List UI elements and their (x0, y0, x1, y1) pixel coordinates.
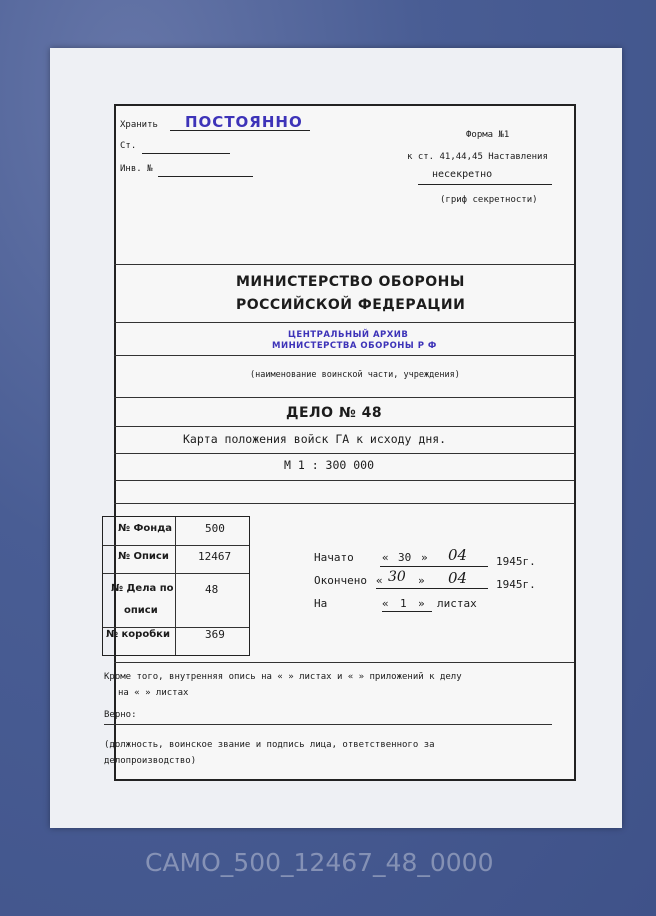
started-year: 1945г. (496, 555, 536, 568)
started-day: 30 (398, 551, 412, 564)
opis-value: 12467 (198, 550, 232, 563)
opis-label: № Описи (118, 551, 169, 562)
ended-open-quote: « (376, 574, 383, 587)
ended-label: Окончено (314, 574, 367, 587)
delo-label-line-1: № Дела по (111, 583, 174, 594)
box-label: № коробки (106, 629, 170, 640)
ended-close-quote: » (418, 574, 425, 587)
started-label: Начато (314, 551, 354, 564)
delo-label-line-2: описи (124, 605, 158, 616)
form-reference: к ст. 41,44,45 Наставления (407, 152, 548, 162)
signature-caption-line-1: (должность, воинское звание и подпись лица, ответственного за (104, 740, 435, 750)
archive-watermark: CAMO_500_12467_48_0000 (145, 848, 494, 877)
verified-label: Верно: (104, 710, 137, 720)
sheets-close-quote: » (418, 597, 425, 610)
ended-day: 30 (388, 569, 406, 585)
sheets-open-quote: « (382, 597, 389, 610)
inv-label: Инв. № (120, 164, 153, 174)
case-title: ДЕЛО № 48 (286, 405, 383, 421)
signature-caption-line-2: делопроизводство) (104, 756, 197, 766)
map-scale: М 1 : 300 000 (284, 458, 375, 472)
keep-label: Хранить (120, 120, 158, 130)
permanent-stamp: ПОСТОЯННО (185, 113, 303, 131)
archive-stamp-line-1: ЦЕНТРАЛЬНЫЙ АРХИВ (288, 330, 409, 340)
archive-stamp-line-2: МИНИСТЕРСТВА ОБОРОНЫ Р Ф (272, 341, 437, 351)
on-label: На (314, 597, 328, 610)
inventory-line-1: Кроме того, внутренняя опись на « » листах и « » приложений к делу (104, 672, 462, 682)
started-close-quote: » (421, 551, 428, 564)
sheets-count: 1 (400, 597, 407, 610)
case-description: Карта положения войск ГА к исходу дня. (183, 432, 447, 446)
ministry-line-1: МИНИСТЕРСТВО ОБОРОНЫ (236, 274, 465, 290)
unit-caption: (наименование воинской части, учреждения) (250, 370, 460, 380)
ended-year: 1945г. (496, 578, 536, 591)
delo-value: 48 (205, 583, 219, 596)
ended-month: 04 (448, 569, 468, 587)
form-label: Форма №1 (466, 130, 510, 140)
secrecy-value: несекретно (432, 169, 493, 180)
started-month: 04 (448, 546, 468, 564)
started-open-quote: « (382, 551, 389, 564)
inventory-line-2: на « » листах (118, 688, 189, 698)
fond-value: 500 (205, 522, 225, 535)
st-label: Ст. (120, 141, 137, 151)
fond-label: № Фонда (118, 523, 173, 534)
box-value: 369 (205, 628, 225, 641)
ministry-line-2: РОССИЙСКОЙ ФЕДЕРАЦИИ (236, 297, 466, 313)
sheets-word: листах (437, 597, 477, 610)
secrecy-caption: (гриф секретности) (440, 195, 538, 205)
